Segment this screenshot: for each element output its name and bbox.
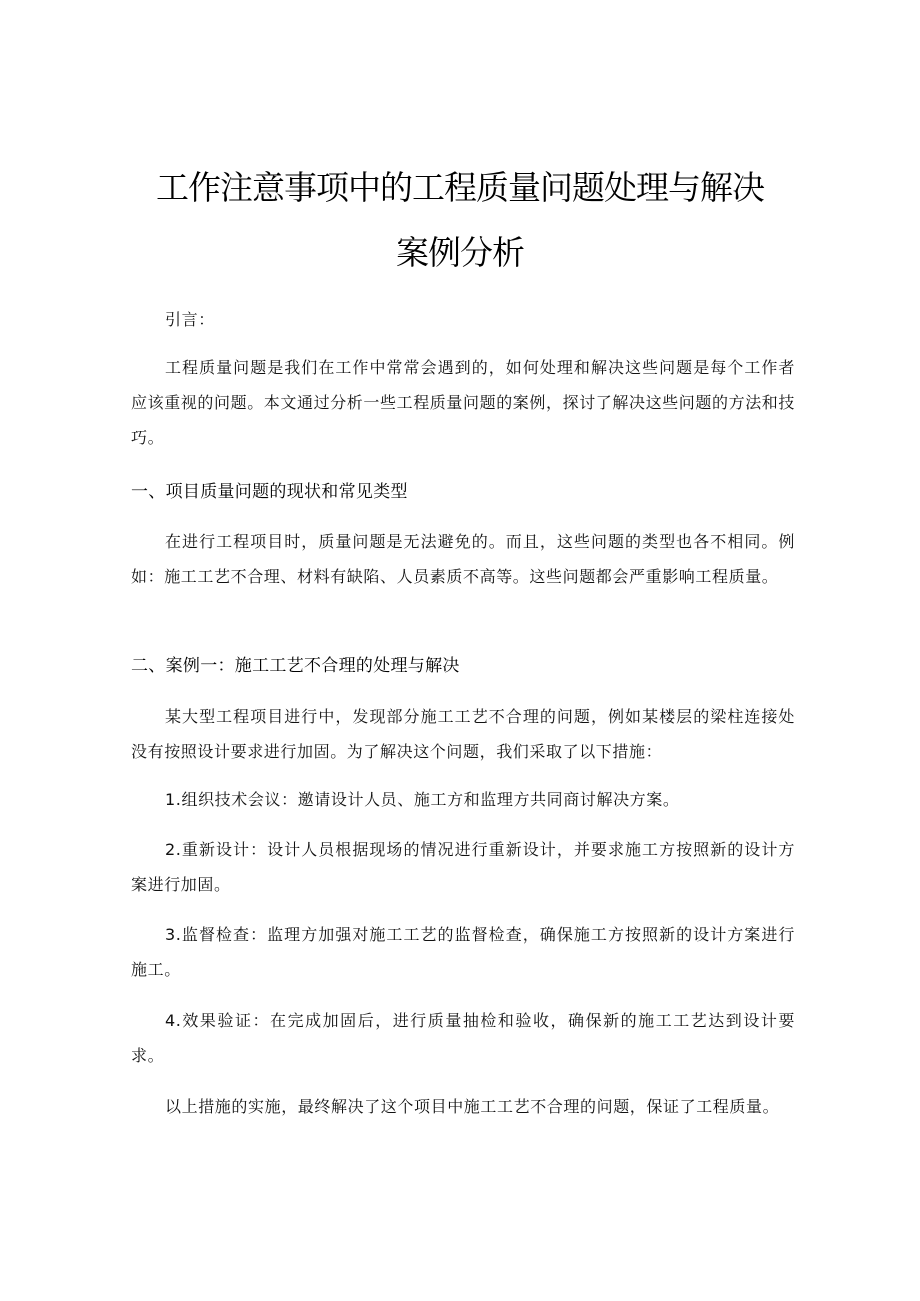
step-number: 1	[165, 790, 176, 809]
step-number: 4	[165, 1011, 176, 1030]
section-1-paragraph: 在进行工程项目时，质量问题是无法避免的。而且，这些问题的类型也各不相同。例如：施工工艺不合理、材料有缺陷、人员素质不高等。这些问题都会严重影响工程质量。	[131, 532, 795, 586]
step-item-1	[131, 782, 795, 817]
intro-paragraph: 工程质量问题是我们在工作中常常会遇到的，如何处理和解决这些问题是每个工作者应该重视的问题。本文通过分析一些工程质量问题的案例，探讨了解决这些问题的方法和技巧。	[131, 358, 796, 447]
step-text: .重新设计：设计人员根据现场的情况进行重新设计，并要求施工方按照新的设计方案进行加固。	[131, 840, 795, 894]
conclusion-paragraph: 以上措施的实施，最终解决了这个项目中施工工艺不合理的问题，保证了工程质量。	[165, 1097, 780, 1116]
section-2-paragraph: 某大型工程项目进行中，发现部分施工工艺不合理的问题，例如某楼层的梁柱连接处没有按照设计要求进行加固。为了解决这个问题，我们采取了以下措施：	[131, 707, 795, 761]
intro-label: 引言：	[165, 310, 215, 329]
step-number: 2	[165, 840, 176, 859]
section-1-heading: 一、项目质量问题的现状和常见类型	[131, 482, 408, 502]
step-text: .组织技术会议：邀请设计人员、施工方和监理方共同商讨解决方案。	[175, 790, 680, 809]
section-2-heading: 二、案例一：施工工艺不合理的处理与解决	[131, 656, 460, 676]
step-item-3	[131, 917, 795, 987]
step-item-4	[131, 1003, 795, 1073]
step-number: 3	[165, 925, 176, 944]
step-text: .效果验证：在完成加固后，进行质量抽检和验收，确保新的施工工艺达到设计要求。	[131, 1011, 795, 1065]
step-text: .监督检查：监理方加强对施工工艺的监督检查，确保施工方按照新的设计方案进行施工。	[131, 925, 795, 979]
document-title-line-1: 工作注意事项中的工程质量问题处理与解决	[156, 168, 764, 207]
document-title-line-2: 案例分析	[396, 233, 524, 272]
step-item-2	[131, 832, 795, 902]
